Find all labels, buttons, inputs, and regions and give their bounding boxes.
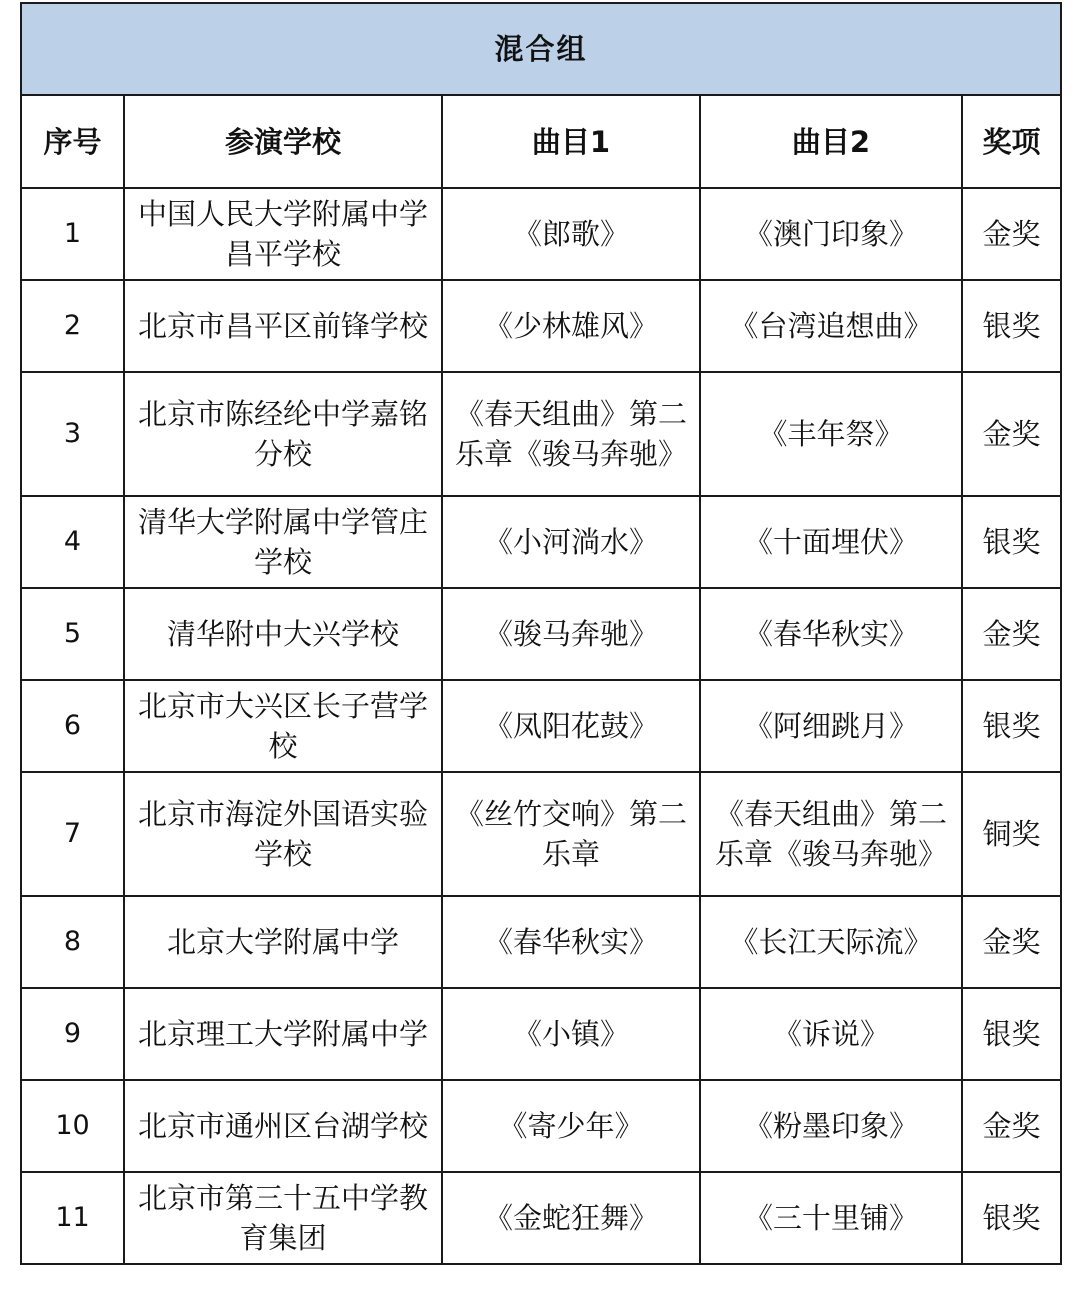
cell-piece2: 《春华秋实》 (700, 588, 962, 680)
cell-piece1: 《小河淌水》 (442, 496, 700, 588)
cell-award: 银奖 (962, 988, 1061, 1080)
header-award: 奖项 (962, 95, 1061, 188)
table-title: 混合组 (21, 3, 1061, 95)
cell-award: 银奖 (962, 680, 1061, 772)
cell-award: 金奖 (962, 588, 1061, 680)
cell-piece1: 《凤阳花鼓》 (442, 680, 700, 772)
table-row (21, 372, 1061, 496)
results-table (20, 2, 1062, 1265)
table-row (21, 280, 1061, 372)
table-row (21, 1080, 1061, 1172)
cell-award: 银奖 (962, 496, 1061, 588)
cell-seq: 9 (21, 988, 124, 1080)
cell-piece1: 《少林雄风》 (442, 280, 700, 372)
cell-school: 北京市第三十五中学教育集团 (124, 1172, 442, 1264)
cell-school: 清华大学附属中学管庄学校 (124, 496, 442, 588)
cell-seq: 1 (21, 188, 124, 280)
cell-piece1: 《金蛇狂舞》 (442, 1172, 700, 1264)
cell-seq: 11 (21, 1172, 124, 1264)
cell-piece1: 《郎歌》 (442, 188, 700, 280)
cell-piece2: 《阿细跳月》 (700, 680, 962, 772)
cell-seq: 2 (21, 280, 124, 372)
cell-school: 清华附中大兴学校 (124, 588, 442, 680)
header-piece1: 曲目1 (442, 95, 700, 188)
table-row (21, 680, 1061, 772)
cell-school: 北京市昌平区前锋学校 (124, 280, 442, 372)
cell-seq: 8 (21, 896, 124, 988)
header-piece2: 曲目2 (700, 95, 962, 188)
cell-piece1: 《小镇》 (442, 988, 700, 1080)
table-row (21, 588, 1061, 680)
cell-award: 金奖 (962, 896, 1061, 988)
cell-seq: 4 (21, 496, 124, 588)
cell-seq: 3 (21, 372, 124, 496)
table-row (21, 188, 1061, 280)
cell-piece1: 《春华秋实》 (442, 896, 700, 988)
cell-award: 金奖 (962, 372, 1061, 496)
cell-piece2: 《粉墨印象》 (700, 1080, 962, 1172)
cell-piece2: 《澳门印象》 (700, 188, 962, 280)
cell-award: 铜奖 (962, 772, 1061, 896)
table-title-row (21, 3, 1061, 95)
cell-award: 银奖 (962, 1172, 1061, 1264)
cell-piece1: 《春天组曲》第二乐章《骏马奔驰》 (442, 372, 700, 496)
table-row (21, 896, 1061, 988)
cell-piece2: 《台湾追想曲》 (700, 280, 962, 372)
cell-piece2: 《十面埋伏》 (700, 496, 962, 588)
cell-award: 银奖 (962, 280, 1061, 372)
cell-piece2: 《春天组曲》第二乐章《骏马奔驰》 (700, 772, 962, 896)
table-row (21, 772, 1061, 896)
header-seq: 序号 (21, 95, 124, 188)
header-school: 参演学校 (124, 95, 442, 188)
cell-award: 金奖 (962, 188, 1061, 280)
cell-school: 北京大学附属中学 (124, 896, 442, 988)
table-row (21, 1172, 1061, 1264)
cell-award: 金奖 (962, 1080, 1061, 1172)
cell-piece2: 《丰年祭》 (700, 372, 962, 496)
cell-piece2: 《诉说》 (700, 988, 962, 1080)
cell-school: 北京市大兴区长子营学校 (124, 680, 442, 772)
cell-school: 北京市陈经纶中学嘉铭分校 (124, 372, 442, 496)
cell-school: 北京市海淀外国语实验学校 (124, 772, 442, 896)
cell-school: 北京理工大学附属中学 (124, 988, 442, 1080)
cell-seq: 7 (21, 772, 124, 896)
table-row (21, 988, 1061, 1080)
cell-piece2: 《三十里铺》 (700, 1172, 962, 1264)
cell-piece1: 《骏马奔驰》 (442, 588, 700, 680)
cell-school: 中国人民大学附属中学昌平学校 (124, 188, 442, 280)
cell-piece1: 《丝竹交响》第二乐章 (442, 772, 700, 896)
table-header-row (21, 95, 1061, 188)
cell-seq: 5 (21, 588, 124, 680)
cell-piece2: 《长江天际流》 (700, 896, 962, 988)
cell-school: 北京市通州区台湖学校 (124, 1080, 442, 1172)
table-row (21, 496, 1061, 588)
cell-seq: 6 (21, 680, 124, 772)
cell-seq: 10 (21, 1080, 124, 1172)
cell-piece1: 《寄少年》 (442, 1080, 700, 1172)
